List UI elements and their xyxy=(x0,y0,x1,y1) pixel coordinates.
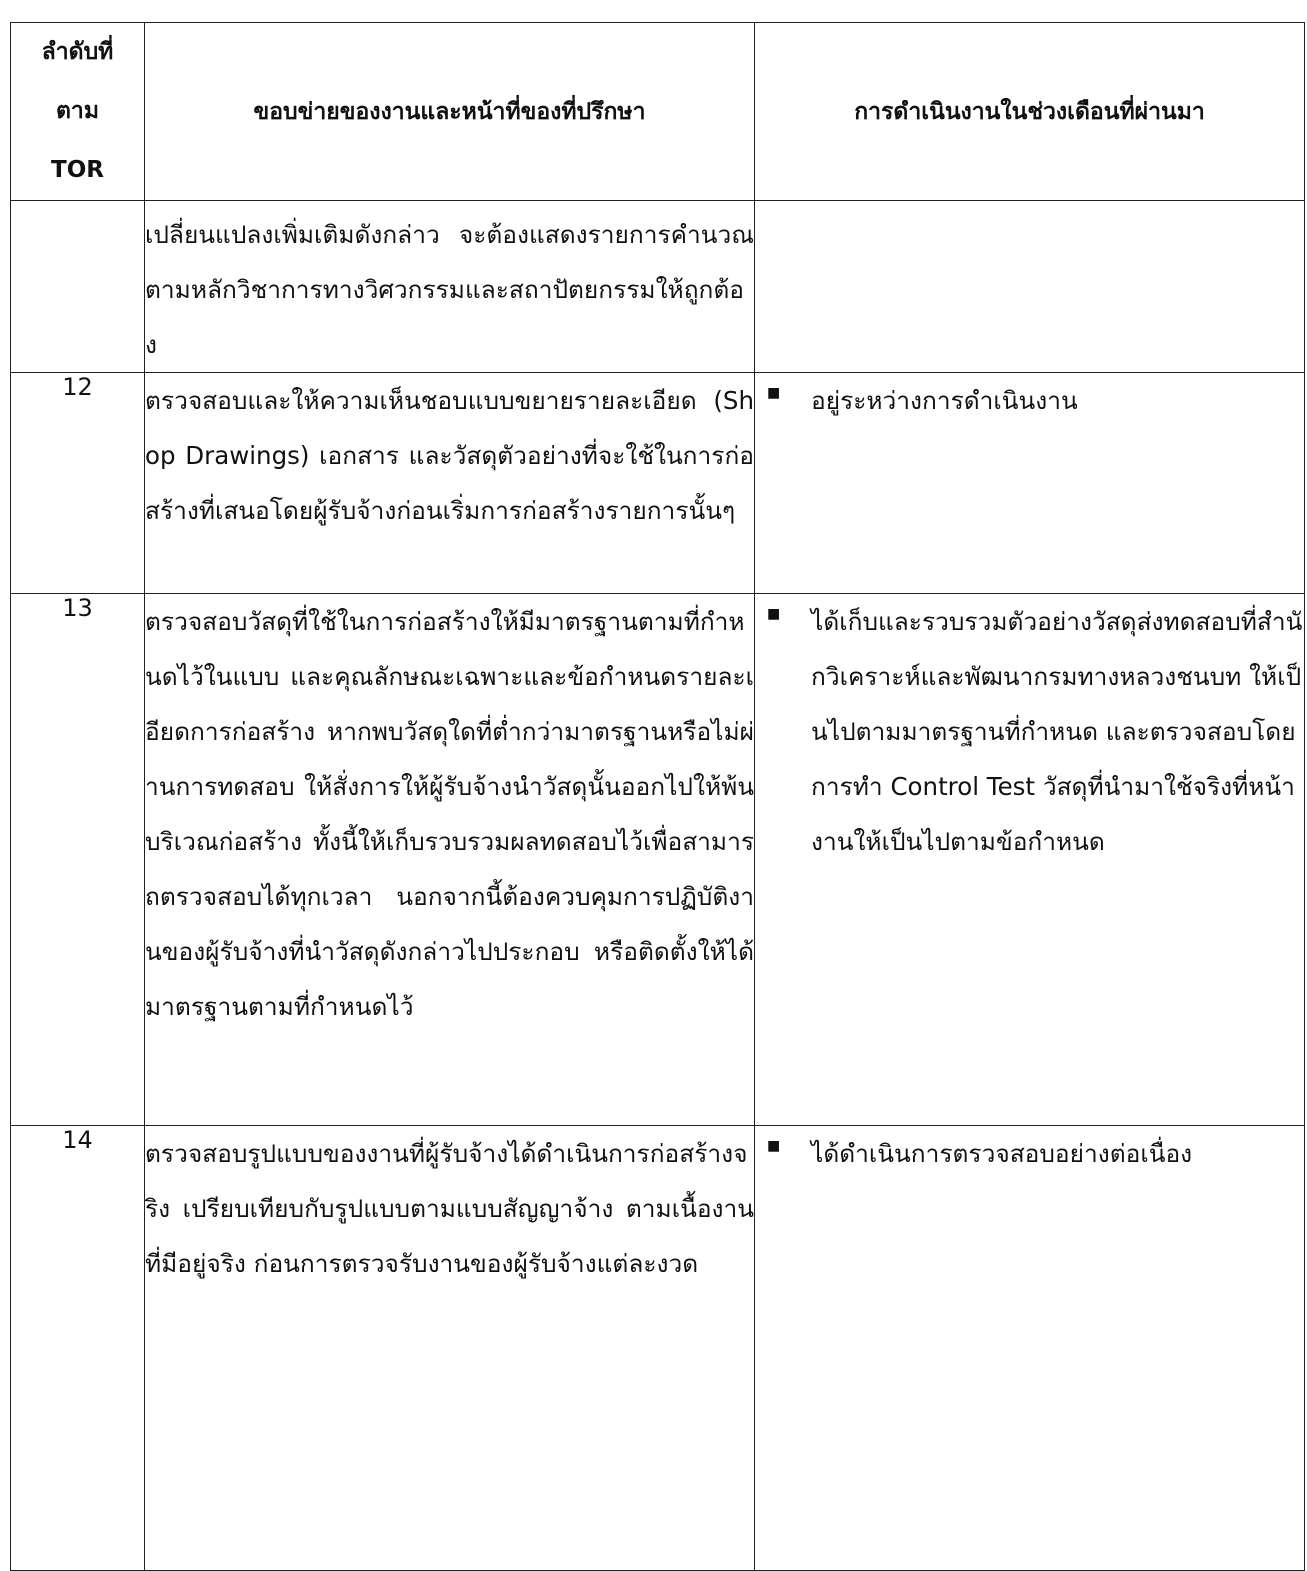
table-row xyxy=(11,201,1305,373)
square-bullet-icon: ■ xyxy=(767,606,781,622)
row-progress-cell xyxy=(755,373,1305,594)
progress-text: อยู่ระหว่างการดำเนินงาน xyxy=(811,386,1078,415)
table-row xyxy=(11,373,1305,594)
row-scope-text: ตรวจสอบรูปแบบของงานที่ผู้รับจ้างได้ดำเนินการก่อสร้างจริง เปรียบเทียบกับรูปแบบตามแบบสัญญาจ้าง ตามเนื้องานที่มีอยู่จริง ก่อนการตรวจรับงานของผู้รับจ้างแต่ละงวด xyxy=(145,1126,755,1571)
row-scope-text: เปลี่ยนแปลงเพิ่มเติมดังกล่าว จะต้องแสดงรายการคำนวณตามหลักวิชาการทางวิศวกรรมและสถาปัตยกรรมให้ถูกต้อง xyxy=(145,201,755,373)
row-progress-cell xyxy=(755,594,1305,1126)
row-tor-number: 13 xyxy=(11,594,145,1126)
progress-text: ได้ดำเนินการตรวจสอบอย่างต่อเนื่อง xyxy=(811,1139,1193,1168)
progress-list-item xyxy=(755,594,1304,869)
tor-progress-table xyxy=(10,22,1305,1571)
progress-text: ได้เก็บและรวบรวมตัวอย่างวัสดุส่งทดสอบที่สำนักวิเคราะห์และพัฒนากรมทางหลวงชนบท ให้เป็นไปตามมาตรฐานที่กำหนด และตรวจสอบโดยการทำ Control Test วัสดุที่นำมาใช้จริงที่หน้างานให้เป็นไปตามข้อกำหนด xyxy=(811,607,1303,856)
row-tor-number xyxy=(11,201,145,373)
row-tor-number: 12 xyxy=(11,373,145,594)
table-row xyxy=(11,594,1305,1126)
row-scope-text: ตรวจสอบวัสดุที่ใช้ในการก่อสร้างให้มีมาตรฐานตามที่กำหนดไว้ในแบบ และคุณลักษณะเฉพาะและข้อกำหนดรายละเอียดการก่อสร้าง หากพบวัสดุใดที่ต่ำกว่ามาตรฐานหรือไม่ผ่านการทดสอบ ให้สั่งการให้ผู้รับจ้างนำวัสดุนั้นออกไปให้พ้นบริเวณก่อสร้าง ทั้งนี้ให้เก็บรวบรวมผลทดสอบไว้เพื่อสามารถตรวจสอบได้ทุกเวลา นอกจากนี้ต้องควบคุมการปฏิบัติงานของผู้รับจ้างที่นำวัสดุดังกล่าวไปประกอบ หรือติดตั้งให้ได้มาตรฐานตามที่กำหนดไว้ xyxy=(145,594,755,1126)
header-tor-number-line-1: ลำดับที่ xyxy=(41,39,114,65)
row-progress-cell xyxy=(755,1126,1305,1571)
row-progress-cell xyxy=(755,201,1305,373)
header-tor-number-line-3: TOR xyxy=(51,157,104,183)
row-tor-number: 14 xyxy=(11,1126,145,1571)
table-row xyxy=(11,1126,1305,1571)
header-tor-number-line-2: ตาม xyxy=(55,98,99,124)
header-scope: ขอบข่ายของงานและหน้าที่ของที่ปรึกษา xyxy=(145,23,755,201)
header-tor-number xyxy=(11,23,145,201)
square-bullet-icon: ■ xyxy=(767,1138,781,1154)
table-header-row xyxy=(11,23,1305,201)
row-scope-text: ตรวจสอบและให้ความเห็นชอบแบบขยายรายละเอียด (Shop Drawings) เอกสาร และวัสดุตัวอย่างที่จะใช้ในการก่อสร้างที่เสนอโดยผู้รับจ้างก่อนเริ่มการก่อสร้างรายการนั้นๆ xyxy=(145,373,755,594)
header-progress: การดำเนินงานในช่วงเดือนที่ผ่านมา xyxy=(755,23,1305,201)
square-bullet-icon: ■ xyxy=(767,385,781,401)
progress-list-item xyxy=(755,373,1304,428)
progress-list-item xyxy=(755,1126,1304,1181)
